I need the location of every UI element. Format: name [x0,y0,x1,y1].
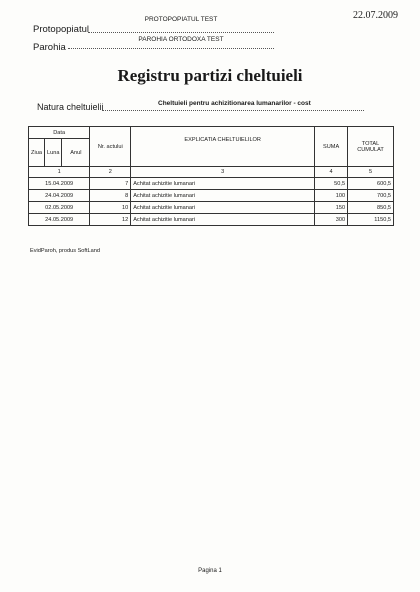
header-row-top [29,127,394,139]
row-nr-actului: 7 [90,178,131,190]
row-date: 02.05.2009 [29,202,90,214]
expense-register-table [28,126,394,226]
row-explicatia: Achitat achizitie lumanari [131,202,315,214]
table-row [29,178,394,190]
row-suma: 150 [315,202,348,214]
table-row [29,202,394,214]
row-suma: 300 [315,214,348,226]
row-date: 15.04.2009 [29,178,90,190]
column-number-row [29,167,394,178]
col-header-ziua: Ziua [29,139,45,167]
col-header-suma: SUMA [315,127,348,167]
protopopiat-value: PROTOPOPIATUL TEST [144,16,218,23]
row-explicatia: Achitat achizitie lumanari [131,190,315,202]
col-header-data: Data [29,127,90,139]
row-explicatia: Achitat achizitie lumanari [131,214,315,226]
nature-label: Natura cheltuielii [37,102,104,112]
row-nr-actului: 10 [90,202,131,214]
row-suma: 50,5 [315,178,348,190]
row-total: 700,5 [348,190,394,202]
row-explicatia: Achitat achizitie lumanari [131,178,315,190]
col-number: 1 [29,167,90,178]
protopopiat-underline [88,24,274,33]
protopopiat-label: Protopopiatul [33,24,89,35]
table-row [29,214,394,226]
table-row [29,190,394,202]
row-date: 24.04.2009 [29,190,90,202]
col-number: 3 [131,167,315,178]
row-nr-actului: 8 [90,190,131,202]
col-header-explicatia: EXPLICATIA CHELTUIELILOR [131,127,315,167]
col-header-anul: Anul [62,139,90,167]
col-header-total-cumulat: TOTAL CUMULAT [348,127,394,167]
col-number: 2 [90,167,131,178]
report-date: 22.07.2009 [353,10,398,21]
page-number: Pagina 1 [198,568,222,574]
row-date: 24.05.2009 [29,214,90,226]
col-header-luna: Luna [44,139,61,167]
row-total: 600,5 [348,178,394,190]
producer-note: EvidParoh, produs SoftLand [30,248,100,254]
col-header-nr-actului: Nr. actului [90,127,131,167]
parohia-value: PAROHIA ORTODOXA TEST [138,36,224,43]
row-total: 850,5 [348,202,394,214]
col-number: 5 [348,167,394,178]
parohia-underline [68,40,274,49]
row-suma: 100 [315,190,348,202]
col-number: 4 [315,167,348,178]
page-title: Registru partizi cheltuieli [117,66,303,85]
parohia-label: Parohia [33,42,66,53]
nature-value: Cheltuieli pentru achizitionarea lumanarilor - cost [158,100,311,107]
row-total: 1150,5 [348,214,394,226]
row-nr-actului: 12 [90,214,131,226]
